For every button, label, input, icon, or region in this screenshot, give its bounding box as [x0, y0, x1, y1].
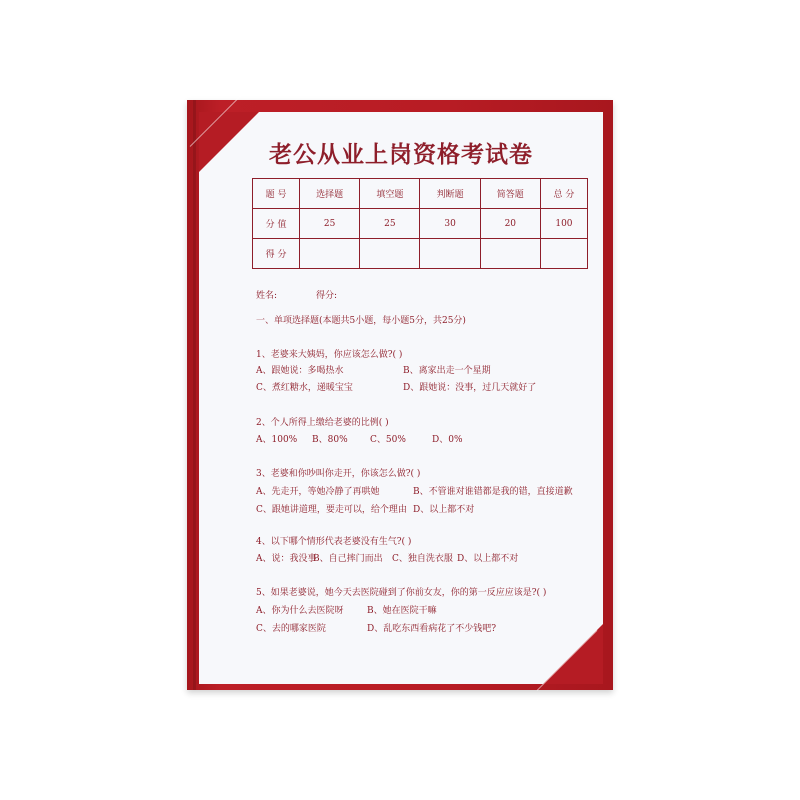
question-2-option-b: B、80% [312, 435, 348, 445]
table-cell: 选择题 [300, 179, 360, 209]
question-1-option-b: B、离家出走一个星期 [403, 366, 491, 376]
section-title: 一、单项选择题(本题共5小题，每小题5分，共25分) [256, 316, 466, 326]
table-cell: 总 分 [540, 179, 587, 209]
table-cell: 分 值 [253, 209, 300, 239]
question-1: 1、老婆来大姨妈，你应该怎么做?( ) [256, 350, 403, 360]
question-4-option-d: D、以上都不对 [457, 554, 519, 564]
question-3-option-a: A、先走开，等她冷静了再哄她 [256, 487, 380, 497]
table-cell [480, 239, 540, 269]
question-4-option-b: B、自己摔门而出 [313, 554, 383, 564]
score-table-row [253, 209, 588, 239]
table-cell: 判断题 [420, 179, 480, 209]
question-3: 3、老婆和你吵叫你走开，你该怎么做?( ) [256, 469, 421, 479]
score-table [252, 178, 588, 269]
table-cell: 25 [360, 209, 420, 239]
exam-title: 老公从业上岗资格考试卷 [269, 141, 533, 168]
question-1-option-c: C、煮红糖水，递暖宝宝 [256, 383, 353, 393]
table-cell: 得 分 [253, 239, 300, 269]
table-cell: 100 [540, 209, 587, 239]
question-4-option-a: A、说：我没事 [256, 554, 317, 564]
question-1-option-a: A、跟她说：多喝热水 [256, 366, 344, 376]
question-5-option-d: D、乱吃东西看病花了不少钱吧? [367, 624, 497, 634]
table-cell [540, 239, 587, 269]
score-table-row [253, 179, 588, 209]
question-5-option-c: C、去的哪家医院 [256, 624, 326, 634]
score-table-row [253, 239, 588, 269]
question-3-option-d: D、以上都不对 [413, 505, 475, 515]
question-5-option-b: B、她在医院干嘛 [367, 606, 437, 616]
question-2-option-c: C、50% [370, 435, 406, 445]
question-3-option-b: B、不管谁对谁错都是我的错，直接道歉 [413, 487, 573, 497]
table-cell: 填空题 [360, 179, 420, 209]
question-4-option-c: C、独自洗衣服 [392, 554, 453, 564]
table-cell [420, 239, 480, 269]
table-cell: 题 号 [253, 179, 300, 209]
table-cell [360, 239, 420, 269]
question-2-option-a: A、100% [256, 435, 298, 445]
question-5-option-a: A、你为什么去医院呀 [256, 606, 344, 616]
score-label: 得分: [316, 291, 338, 301]
question-3-option-c: C、跟她讲道理，要走可以，给个理由 [256, 505, 407, 515]
question-2-option-d: D、0% [432, 435, 463, 445]
table-cell: 25 [300, 209, 360, 239]
question-1-option-d: D、跟她说：没事，过几天就好了 [403, 383, 537, 393]
name-label: 姓名: [256, 291, 278, 301]
table-cell: 30 [420, 209, 480, 239]
table-cell: 简答题 [480, 179, 540, 209]
table-cell [300, 239, 360, 269]
table-cell: 20 [480, 209, 540, 239]
question-5: 5、如果老婆说，她今天去医院碰到了你前女友，你的第一反应应该是?( ) [256, 588, 547, 598]
question-2: 2、个人所得上缴给老婆的比例( ) [256, 418, 389, 428]
question-4: 4、以下哪个情形代表老婆没有生气?( ) [256, 537, 412, 547]
